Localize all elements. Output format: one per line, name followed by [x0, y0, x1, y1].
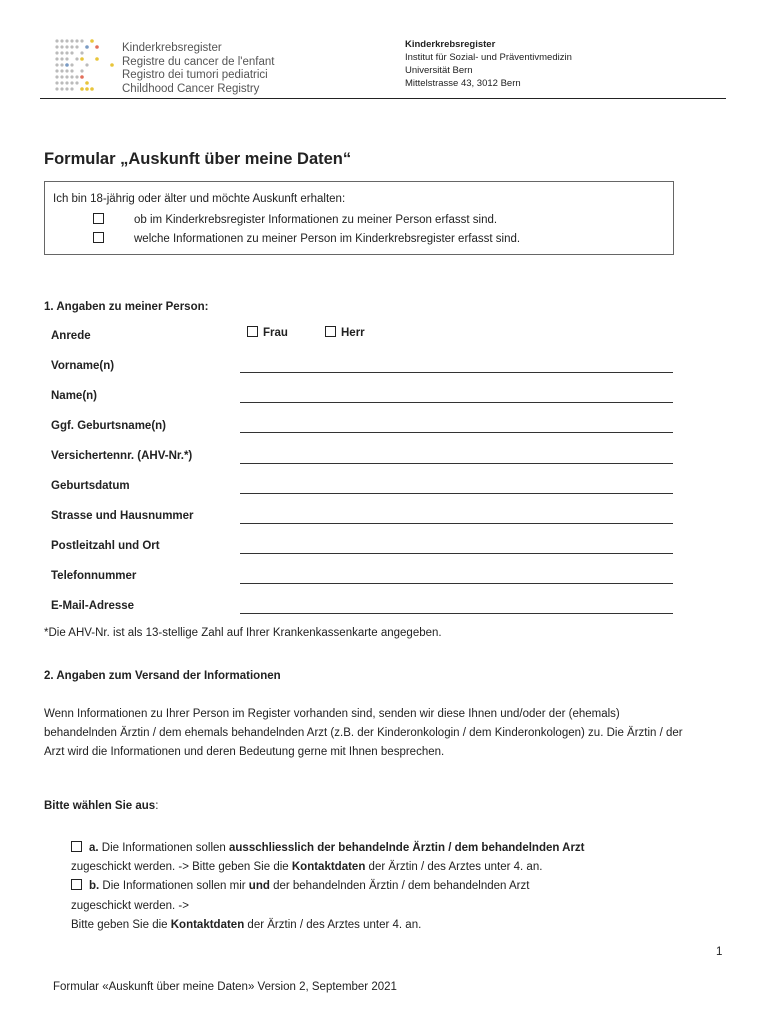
- shipping-options: [71, 839, 671, 935]
- option-b-text-1: Die Informationen sollen mir: [99, 880, 249, 893]
- address-line-3: Mittelstrasse 43, 3012 Bern: [405, 78, 521, 89]
- salutation-frau-label: Frau: [263, 327, 288, 339]
- field-label-vorname: Vorname(n): [51, 360, 115, 372]
- salutation-label: Anrede: [51, 330, 91, 342]
- choose-label-text: Bitte wählen Sie aus: [44, 800, 156, 812]
- field-label-geburtsname: Ggf. Geburtsname(n): [51, 420, 167, 432]
- ahv-footnote: *Die AHV-Nr. ist als 13-stellige Zahl auf Ihrer Krankenkassenkarte angegeben.: [44, 627, 442, 639]
- logo-line-de: Kinderkrebsregister: [122, 42, 222, 54]
- checkbox-option-b[interactable]: [71, 879, 82, 890]
- section1-heading: 1. Angaben zu meiner Person:: [44, 301, 209, 313]
- field-line-telefon[interactable]: [240, 583, 673, 584]
- option-b[interactable]: [71, 877, 671, 935]
- request-option-2-label: welche Informationen zu meiner Person im Kinderkrebsregister erfasst sind.: [134, 233, 521, 245]
- logo-line-it: Registro dei tumori pediatrici: [122, 69, 268, 82]
- field-label-telefon: Telefonnummer: [51, 570, 137, 582]
- option-b-text-4: Bitte geben Sie die: [71, 918, 171, 931]
- request-intro: Ich bin 18-jährig oder älter und möchte Auskunft erhalten:: [53, 193, 346, 205]
- option-b-bold-2: Kontaktdaten: [170, 918, 245, 931]
- option-a-bold-2: Kontaktdaten: [291, 861, 366, 874]
- request-option-2[interactable]: [93, 232, 520, 245]
- header-divider: [40, 98, 726, 99]
- field-line-vorname[interactable]: [240, 372, 673, 373]
- option-a-text-3: der Ärztin / des Arztes unter 4. an.: [365, 861, 543, 874]
- choose-label-colon: :: [155, 800, 159, 812]
- option-b-text-5: der Ärztin / des Arztes unter 4. an.: [244, 918, 422, 931]
- address-org: Kinderkrebsregister: [405, 39, 496, 50]
- salutation-option-herr[interactable]: [325, 326, 365, 339]
- salutation-option-frau[interactable]: [247, 326, 288, 339]
- field-line-ahv[interactable]: [240, 463, 673, 464]
- field-label-geburtsdatum: Geburtsdatum: [51, 480, 130, 492]
- request-box: [44, 181, 674, 255]
- section2-paragraph: Wenn Informationen zu Ihrer Person im Register vorhanden sind, senden wir diese Ihnen und/oder der (ehemals) behandelnden Ärztin / dem ehemals behandelnden Arzt (z.B. der Kinderonkologin / dem Kinderonkologen) zu. Die Ärztin / der Arzt wird die Informationen und deren Bedeutung gerne mit Ihnen besprechen.: [44, 708, 683, 758]
- option-b-text-3: zugeschickt werden. ->: [71, 899, 189, 912]
- field-label-ahv: Versichertennr. (AHV-Nr.*): [51, 450, 193, 462]
- section2-heading: 2. Angaben zum Versand der Informationen: [44, 670, 281, 682]
- option-b-letter: b.: [89, 880, 100, 893]
- page-footer: Formular «Auskunft über meine Daten» Version 2, September 2021: [53, 981, 397, 993]
- registry-logo-text: [122, 42, 274, 96]
- option-b-text-2: der behandelnden Ärztin / dem behandelnden Arzt: [269, 880, 530, 893]
- field-label-name: Name(n): [51, 390, 98, 402]
- checkbox-frau[interactable]: [247, 326, 258, 337]
- option-a-text-1: Die Informationen sollen: [98, 842, 229, 854]
- field-label-email: E-Mail-Adresse: [51, 600, 135, 612]
- choose-label: [44, 800, 158, 812]
- field-line-geburtsdatum[interactable]: [240, 493, 673, 494]
- checkbox-option-a[interactable]: [71, 841, 82, 852]
- logo-line-en: Childhood Cancer Registry: [122, 82, 260, 95]
- option-a[interactable]: [71, 839, 671, 877]
- page-title: Formular „Auskunft über meine Daten“: [44, 150, 352, 168]
- checkbox-request-1[interactable]: [93, 213, 104, 224]
- address-block: [405, 38, 572, 90]
- field-label-plz-ort: Postleitzahl und Ort: [51, 540, 160, 552]
- field-line-plz-ort[interactable]: [240, 553, 673, 554]
- option-a-letter: a.: [89, 842, 99, 854]
- option-a-text-2: zugeschickt werden. -> Bitte geben Sie die: [71, 861, 292, 874]
- address-line-2: Universität Bern: [405, 65, 473, 76]
- field-line-geburtsname[interactable]: [240, 432, 673, 433]
- request-option-1-label: ob im Kinderkrebsregister Informationen zu meiner Person erfasst sind.: [134, 214, 498, 226]
- logo-line-fr: Registre du cancer de l'enfant: [122, 55, 275, 68]
- field-line-name[interactable]: [240, 402, 673, 403]
- checkbox-request-2[interactable]: [93, 232, 104, 243]
- address-line-1: Institut für Sozial- und Präventivmedizin: [405, 52, 572, 63]
- salutation-herr-label: Herr: [341, 327, 365, 339]
- checkbox-herr[interactable]: [325, 326, 336, 337]
- option-b-bold-1: und: [248, 880, 270, 893]
- field-line-strasse[interactable]: [240, 523, 673, 524]
- page-number: 1: [716, 946, 723, 958]
- field-label-strasse: Strasse und Hausnummer: [51, 510, 194, 522]
- field-line-email[interactable]: [240, 613, 673, 614]
- registry-logo-icon: [54, 38, 114, 98]
- request-option-1[interactable]: [93, 213, 497, 226]
- option-a-bold-1: ausschliesslich der behandelnde Ärztin / dem behandelnden Arzt: [229, 842, 585, 854]
